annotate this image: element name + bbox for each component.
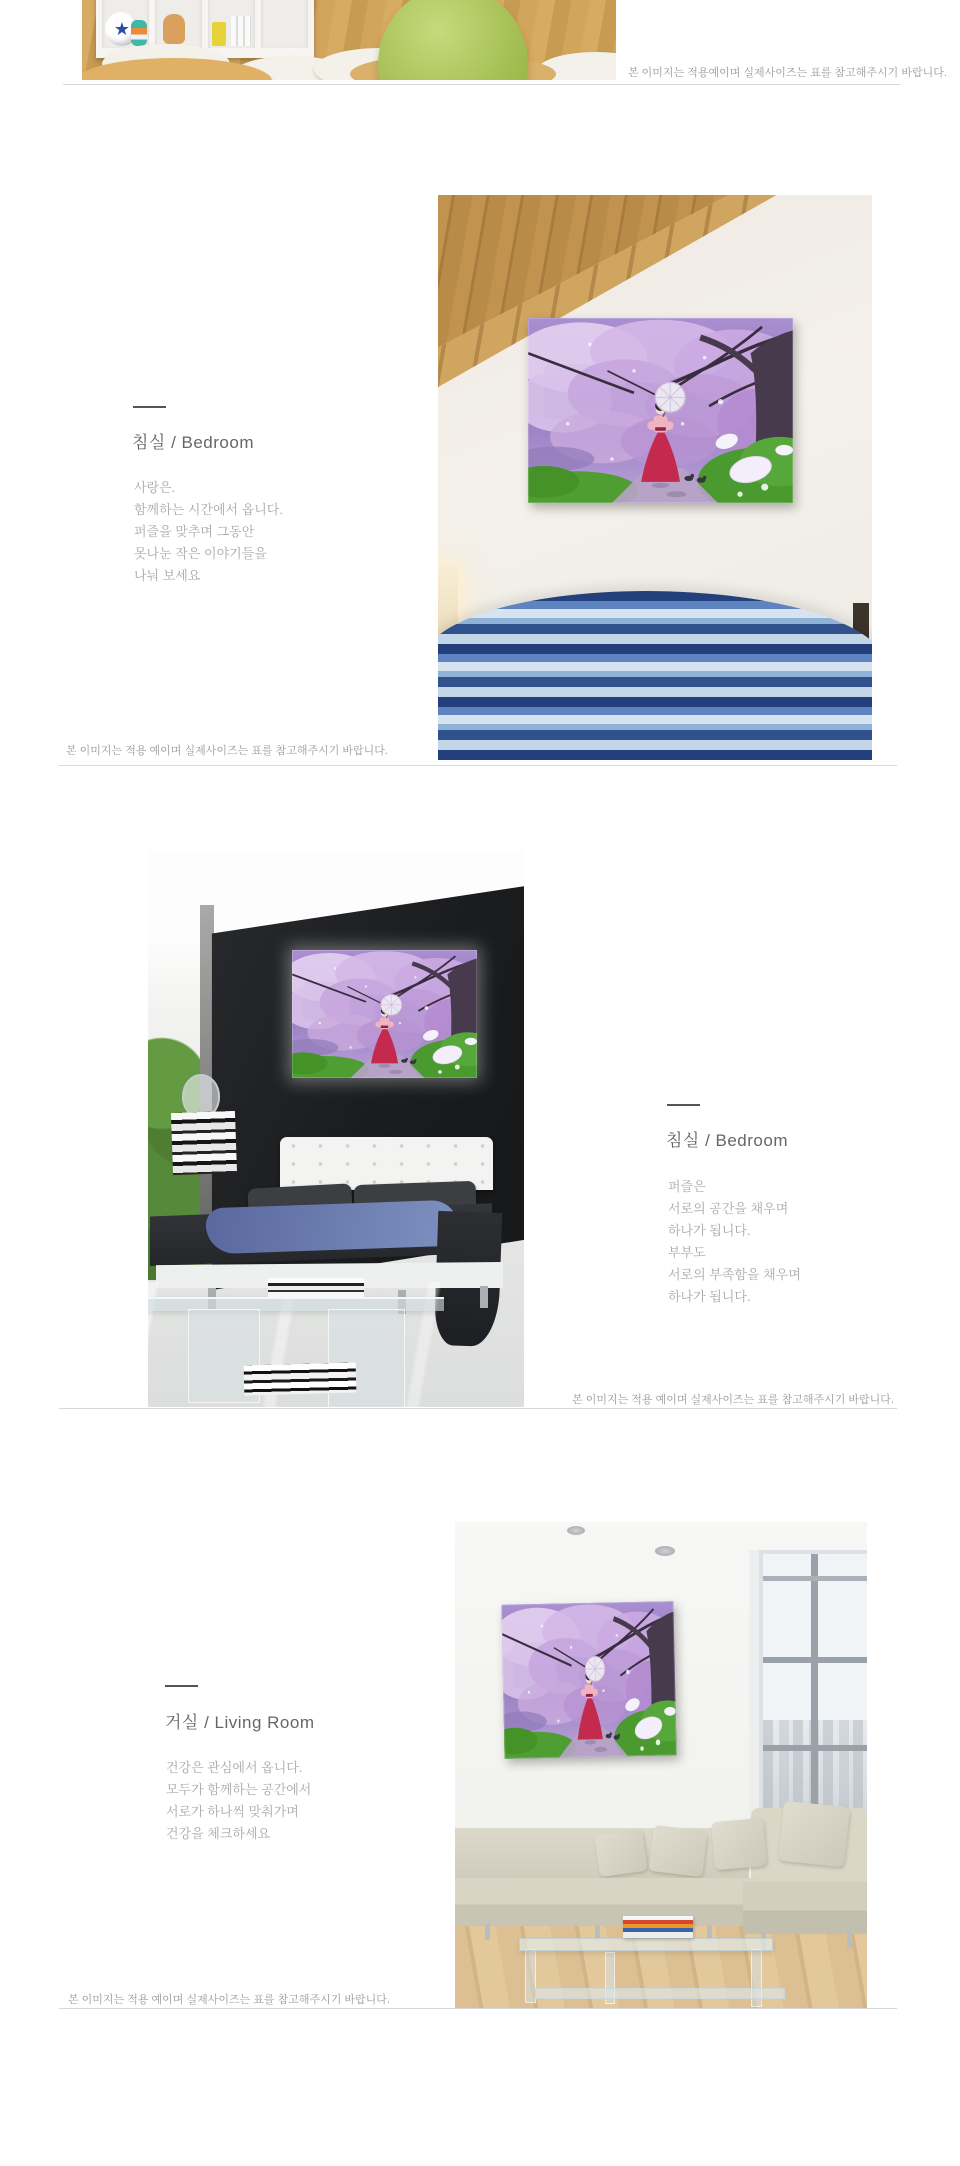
body-line: 퍼즐을 맞추며 그동안 <box>134 524 255 539</box>
usage-note: 본 이미지는 적용예이며 실제사이즈는 표를 참고해주시기 바랍니다. <box>628 67 947 79</box>
sofa-corner-seat <box>743 1882 867 1934</box>
divider-line <box>63 84 900 85</box>
books <box>231 16 251 46</box>
shelf-cubby <box>102 0 149 48</box>
table-shelf <box>535 1988 785 1999</box>
ring-toy <box>131 20 147 46</box>
body-line: 하나가 됩니다. <box>668 1223 751 1238</box>
artwork-canvas <box>528 318 793 503</box>
section-title: 거실 / Living Room <box>165 1713 315 1732</box>
body-line: 서로의 공간을 채우며 <box>668 1201 789 1216</box>
soccer-ball: ★ <box>105 12 139 46</box>
green-pouf <box>378 0 528 80</box>
body-line: 서로가 하나씩 맞춰가며 <box>166 1804 299 1819</box>
stacked-books <box>171 1111 237 1175</box>
sofa-cushion <box>594 1829 647 1877</box>
section-title: 침실 / Bedroom <box>666 1131 788 1150</box>
books-on-floor <box>244 1363 357 1396</box>
shelf-cubby <box>261 0 308 48</box>
body-line: 건강은 관심에서 옵니다. <box>166 1760 303 1775</box>
body-line: 건강을 체크하세요 <box>166 1826 271 1841</box>
ceiling-spotlight <box>567 1526 585 1535</box>
sofa-leg <box>847 1930 852 1948</box>
body-line: 서로의 부족함을 채우며 <box>668 1267 801 1282</box>
kids-room-photo <box>82 0 616 80</box>
body-line: 사랑은. <box>134 480 176 495</box>
sofa-cushion <box>711 1818 767 1870</box>
pencil-cup <box>212 22 226 46</box>
body-line: 모두가 함께하는 공간에서 <box>166 1782 312 1797</box>
sofa-leg <box>485 1924 490 1940</box>
artwork-canvas <box>292 950 477 1078</box>
blue-throw <box>205 1200 458 1255</box>
artwork-canvas <box>501 1601 676 1759</box>
body-line: 퍼즐은 <box>668 1179 706 1194</box>
body-line: 나눠 보세요 <box>134 568 201 583</box>
bedroom-photo-bright <box>438 195 872 760</box>
blue-striped-duvet <box>438 591 872 760</box>
body-line: 하나가 됩니다. <box>668 1289 751 1304</box>
sofa-cushion <box>648 1825 707 1877</box>
teddy-bear <box>163 14 185 44</box>
usage-note: 본 이미지는 적용 예이며 실제사이즈는 표를 참고해주시기 바랍니다. <box>68 1994 390 2006</box>
divider-line <box>59 2008 897 2009</box>
usage-note: 본 이미지는 적용 예이며 실제사이즈는 표를 참고해주시기 바랍니다. <box>572 1394 894 1406</box>
body-line: 부부도 <box>668 1245 706 1260</box>
usage-note: 본 이미지는 적용 예이며 실제사이즈는 표를 참고해주시기 바랍니다. <box>66 745 388 757</box>
section-body <box>134 477 283 587</box>
living-room-photo <box>455 1522 867 2008</box>
shelf-cubby <box>208 0 255 48</box>
body-line: 못나눈 작은 이야기들을 <box>134 546 267 561</box>
window-mullion <box>763 1657 867 1663</box>
section-dash <box>165 1685 198 1687</box>
ceiling-spotlight <box>655 1546 675 1556</box>
bedroom-photo-dark <box>148 850 524 1407</box>
blossom-artwork-svg <box>292 950 477 1078</box>
window-mullion <box>763 1745 867 1751</box>
section-body <box>166 1757 311 1845</box>
glass-coffee-table <box>519 1938 773 1951</box>
section-dash <box>133 406 166 408</box>
window-mullion <box>763 1576 867 1581</box>
divider-line <box>59 765 897 766</box>
colorful-books <box>623 1916 693 1938</box>
divider-line <box>59 1408 897 1409</box>
shelf-cubby <box>155 0 202 48</box>
sofa-cushion <box>778 1801 850 1868</box>
section-dash <box>667 1104 700 1106</box>
sofa-seat <box>455 1878 763 1926</box>
blossom-artwork-svg <box>501 1601 676 1759</box>
section-title: 침실 / Bedroom <box>132 433 254 452</box>
section-body <box>668 1176 801 1308</box>
books-on-table <box>268 1278 364 1297</box>
body-line: 함께하는 시간에서 옵니다. <box>134 502 283 517</box>
blossom-artwork-svg <box>528 318 793 503</box>
